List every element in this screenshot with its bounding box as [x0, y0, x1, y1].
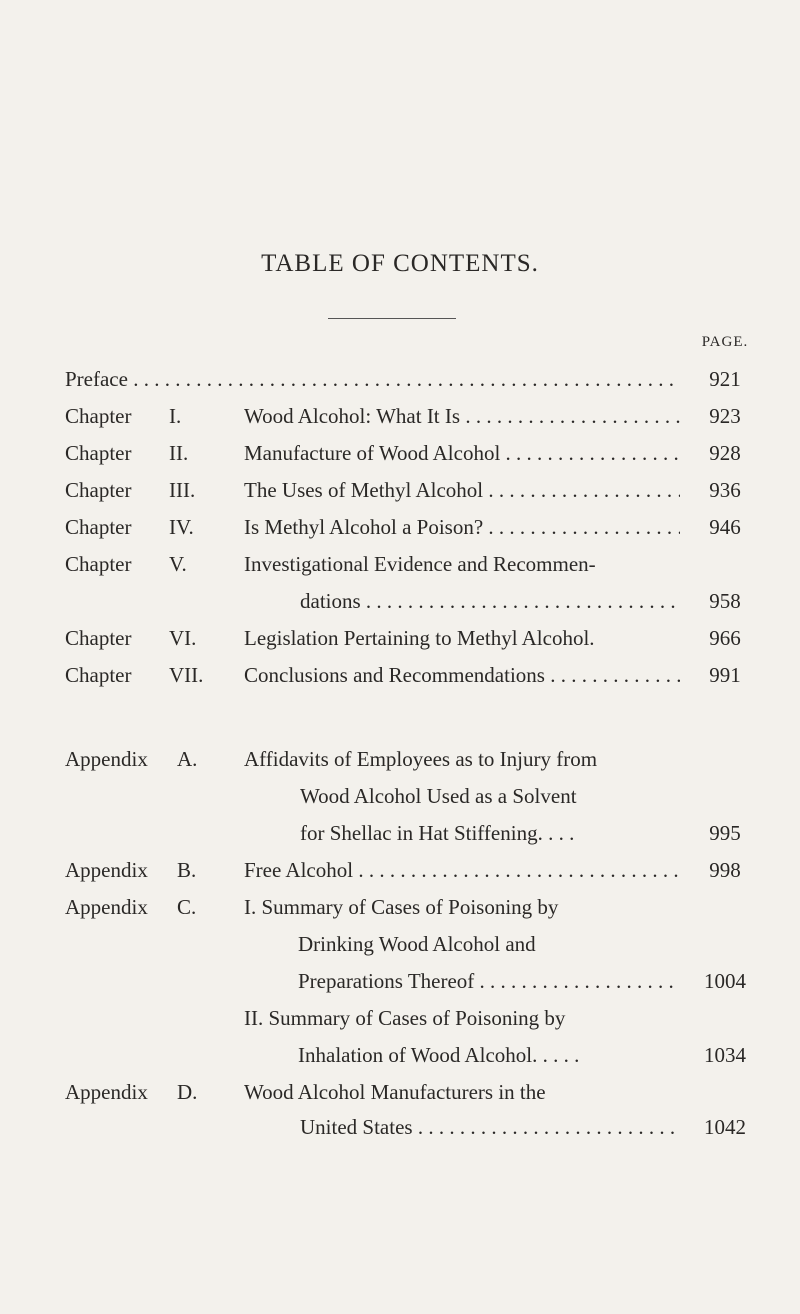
- title-divider: [328, 318, 456, 319]
- chapter-page: 991: [709, 663, 741, 687]
- chapter-label: Chapter IV.: [65, 515, 194, 539]
- appendix-part-1-line-2: Drinking Wood Alcohol and: [298, 932, 536, 956]
- chapter-label: Chapter V.: [65, 552, 187, 576]
- appendix-part-2-line-1: II. Summary of Cases of Poisoning by: [244, 1006, 566, 1030]
- chapter-title: Wood Alcohol: What It Is . . .: [244, 401, 680, 431]
- chapter-page: 958: [709, 589, 741, 613]
- appendix-page: 998: [709, 858, 741, 882]
- page-column-header: PAGE.: [701, 334, 749, 350]
- appendix-title-line-3: for Shellac in Hat Stiffening. . . .: [300, 821, 575, 845]
- chapter-label: Chapter VII.: [65, 663, 204, 687]
- appendix-title-line-2: United States . . .: [300, 1112, 680, 1142]
- chapter-title-line-1: Investigational Evidence and Recommen-: [244, 552, 596, 576]
- appendix-page: 1042: [704, 1115, 746, 1139]
- chapter-title: Legislation Pertaining to Methyl Alcohol.: [244, 626, 595, 650]
- chapter-title: Conclusions and Recommendations . . .: [244, 660, 680, 690]
- chapter-label: Chapter II.: [65, 441, 189, 465]
- chapter-title: The Uses of Methyl Alcohol . . .: [244, 475, 680, 505]
- chapter-title: Is Methyl Alcohol a Poison? . . .: [244, 512, 680, 542]
- appendix-title-line-1: Affidavits of Employees as to Injury from: [244, 747, 598, 771]
- appendix-title: Free Alcohol . . .: [244, 855, 680, 885]
- appendix-part-1-line-1: I. Summary of Cases of Poisoning by: [244, 895, 559, 919]
- appendix-label: Appendix B.: [65, 858, 197, 882]
- appendix-part-2-line-2: Inhalation of Wood Alcohol. . . . .: [298, 1043, 580, 1067]
- appendix-title-line-1: Wood Alcohol Manufacturers in the: [244, 1080, 546, 1104]
- chapter-title: Manufacture of Wood Alcohol . . .: [244, 438, 680, 468]
- chapter-page: 923: [709, 404, 741, 428]
- page-title: TABLE OF CONTENTS.: [261, 250, 539, 277]
- appendix-label: Appendix C.: [65, 895, 197, 919]
- appendix-label: Appendix D.: [65, 1080, 198, 1104]
- chapter-title-line-2: dations . . .: [300, 586, 680, 616]
- chapter-label: Chapter VI.: [65, 626, 197, 650]
- chapter-page: 928: [709, 441, 741, 465]
- appendix-label: Appendix A.: [65, 747, 198, 771]
- appendix-title-line-2: Wood Alcohol Used as a Solvent: [300, 784, 577, 808]
- appendix-part-1-line-3: Preparations Thereof . . .: [298, 966, 680, 996]
- appendix-part-1-page: 1004: [704, 969, 746, 993]
- preface-label: Preface . . .: [65, 364, 680, 394]
- appendix-part-2-page: 1034: [704, 1043, 746, 1067]
- chapter-label: Chapter III.: [65, 478, 196, 502]
- preface-page: 921: [709, 367, 741, 391]
- chapter-page: 966: [709, 626, 741, 650]
- chapter-label: Chapter I.: [65, 404, 182, 428]
- appendix-page: 995: [709, 821, 741, 845]
- chapter-page: 946: [709, 515, 741, 539]
- chapter-page: 936: [709, 478, 741, 502]
